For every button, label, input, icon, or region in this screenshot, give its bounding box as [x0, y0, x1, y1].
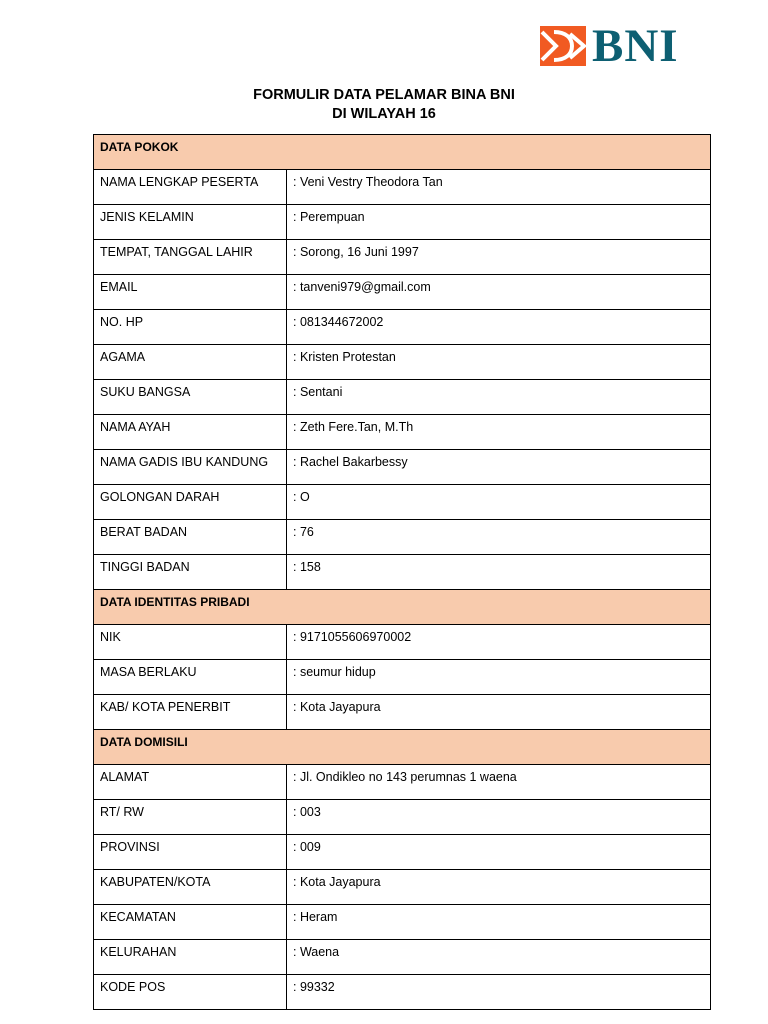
form-title-line2: DI WILAYAH 16 — [332, 106, 436, 122]
table-row — [94, 975, 711, 1010]
table-row — [94, 415, 711, 450]
field-value: : Rachel Bakarbessy — [287, 450, 711, 485]
field-value: : seumur hidup — [287, 660, 711, 695]
field-value: : 76 — [287, 520, 711, 555]
field-value: : Heram — [287, 905, 711, 940]
field-label: JENIS KELAMIN — [94, 205, 287, 240]
table-row — [94, 660, 711, 695]
section-header-data-domisili — [94, 730, 711, 765]
field-label: NO. HP — [94, 310, 287, 345]
field-label: GOLONGAN DARAH — [94, 485, 287, 520]
field-value: : Jl. Ondikleo no 143 perumnas 1 waena — [287, 765, 711, 800]
applicant-data-table — [93, 134, 711, 1010]
table-row — [94, 800, 711, 835]
field-label: AGAMA — [94, 345, 287, 380]
field-value: : 009 — [287, 835, 711, 870]
field-label: KABUPATEN/KOTA — [94, 870, 287, 905]
field-value: : 003 — [287, 800, 711, 835]
table-row — [94, 380, 711, 415]
table-row — [94, 205, 711, 240]
section-header-data-pokok — [94, 135, 711, 170]
section-title: DATA IDENTITAS PRIBADI — [94, 590, 711, 625]
field-value: : O — [287, 485, 711, 520]
field-label: RT/ RW — [94, 800, 287, 835]
field-label: NIK — [94, 625, 287, 660]
field-label: NAMA GADIS IBU KANDUNG — [94, 450, 287, 485]
table-row — [94, 275, 711, 310]
table-row — [94, 520, 711, 555]
field-label: ALAMAT — [94, 765, 287, 800]
field-value: : tanveni979@gmail.com — [287, 275, 711, 310]
field-value: : Kota Jayapura — [287, 870, 711, 905]
field-label: NAMA AYAH — [94, 415, 287, 450]
table-row — [94, 765, 711, 800]
field-value: : 9171055606970002 — [287, 625, 711, 660]
table-row — [94, 240, 711, 275]
section-title: DATA DOMISILI — [94, 730, 711, 765]
field-value: : Kristen Protestan — [287, 345, 711, 380]
form-title-line1: FORMULIR DATA PELAMAR BINA BNI — [253, 87, 515, 103]
table-row — [94, 695, 711, 730]
field-label: TEMPAT, TANGGAL LAHIR — [94, 240, 287, 275]
table-row — [94, 555, 711, 590]
field-label: KODE POS — [94, 975, 287, 1010]
form-title — [0, 86, 768, 124]
field-value: : Zeth Fere.Tan, M.Th — [287, 415, 711, 450]
table-row — [94, 310, 711, 345]
table-row — [94, 625, 711, 660]
table-row — [94, 485, 711, 520]
field-label: EMAIL — [94, 275, 287, 310]
field-value: : 158 — [287, 555, 711, 590]
field-value: : Veni Vestry Theodora Tan — [287, 170, 711, 205]
field-label: NAMA LENGKAP PESERTA — [94, 170, 287, 205]
field-value: : Perempuan — [287, 205, 711, 240]
table-row — [94, 345, 711, 380]
field-label: KAB/ KOTA PENERBIT — [94, 695, 287, 730]
field-label: MASA BERLAKU — [94, 660, 287, 695]
table-row — [94, 870, 711, 905]
table-row — [94, 450, 711, 485]
field-value: : 081344672002 — [287, 310, 711, 345]
field-label: PROVINSI — [94, 835, 287, 870]
field-value: : Kota Jayapura — [287, 695, 711, 730]
table-row — [94, 940, 711, 975]
section-header-data-identitas-pribadi — [94, 590, 711, 625]
field-value: : Sentani — [287, 380, 711, 415]
field-label: KELURAHAN — [94, 940, 287, 975]
section-title: DATA POKOK — [94, 135, 711, 170]
bni-logo-text: BNI — [592, 20, 679, 72]
table-row — [94, 835, 711, 870]
field-value: : 99332 — [287, 975, 711, 1010]
table-row — [94, 905, 711, 940]
field-value: : Waena — [287, 940, 711, 975]
field-label: SUKU BANGSA — [94, 380, 287, 415]
field-label: BERAT BADAN — [94, 520, 287, 555]
bni-logo-mark-icon — [540, 26, 586, 66]
bni-logo — [540, 20, 679, 72]
field-value: : Sorong, 16 Juni 1997 — [287, 240, 711, 275]
table-row — [94, 170, 711, 205]
field-label: KECAMATAN — [94, 905, 287, 940]
field-label: TINGGI BADAN — [94, 555, 287, 590]
